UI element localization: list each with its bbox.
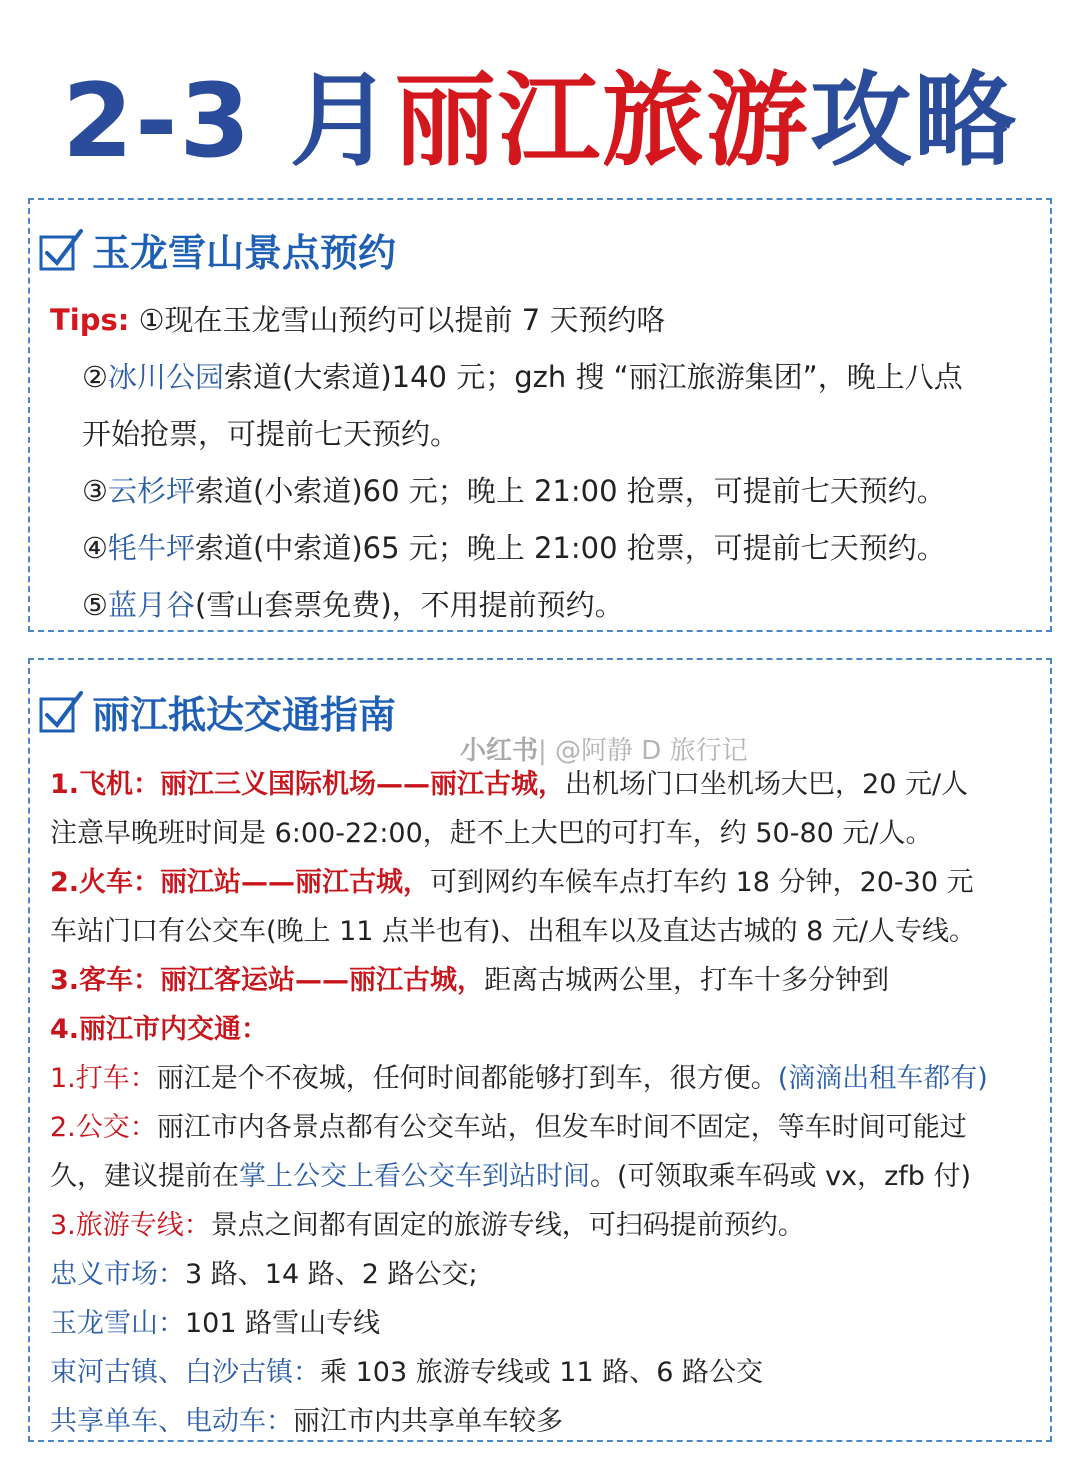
transport-row-plane-note: 注意早晚班时间是 6:00-22:00，赶不上大巴的可打车，约 50-80 元/人。	[50, 818, 933, 849]
tips-line-6	[82, 583, 624, 624]
tips-label: Tips:	[50, 303, 130, 337]
route-label: 忠义市场：	[50, 1259, 185, 1290]
item-text: (雪山套票免费)，不用提前预约。	[195, 588, 624, 622]
item-number: ⑤	[82, 588, 108, 622]
transport-row-public-bus-cont	[50, 1154, 971, 1193]
title-part-date: 2-3 月	[62, 62, 394, 181]
title-part-guide: 攻略	[809, 62, 1018, 181]
tips-line-3: 开始抢票，可提前七天预约。	[82, 417, 460, 451]
transport-row-public-bus	[50, 1105, 967, 1144]
route-label: 束河古镇、白沙古镇：	[50, 1357, 320, 1388]
highlight-maoniuping: 牦牛坪	[108, 531, 196, 565]
taxi-text: 丽江是个不夜城，任何时间都能够打到车，很方便。	[156, 1063, 778, 1094]
watermark-user: | @阿静 D 旅行记	[538, 736, 748, 766]
title-part-city: 丽江旅游	[393, 62, 810, 181]
item-number: ③	[82, 474, 108, 508]
item-text: 索道(大索道)140 元；gzh 搜 “丽江旅游集团”，晚上八点	[224, 360, 963, 394]
item-number: ②	[82, 360, 108, 394]
route-label: 玉龙雪山：	[50, 1308, 185, 1339]
route-text: 3 路、14 路、2 路公交;	[185, 1259, 478, 1290]
transport-row-plane	[50, 762, 968, 801]
section-yulong-reservation	[28, 198, 1052, 632]
tips-line-1	[50, 298, 665, 339]
transport-row-tour-line	[50, 1203, 805, 1242]
route-text: 乘 103 旅游专线或 11 路、6 路公交	[320, 1357, 763, 1388]
route-shuhe-baisha	[50, 1350, 763, 1389]
item-text: 索道(中索道)65 元；晚上 21:00 抢票，可提前七天预约。	[195, 531, 946, 565]
route-zhongyi-market	[50, 1252, 478, 1291]
bus-label: 2.公交：	[50, 1112, 157, 1143]
section1-heading	[38, 222, 396, 277]
tips-line-2	[82, 355, 963, 396]
transport-row-city-heading	[50, 1007, 268, 1046]
section1-heading-text: 玉龙雪山景点预约	[92, 231, 397, 275]
highlight-yunshanping: 云杉坪	[108, 474, 196, 508]
taxi-highlight: (滴滴出租车都有)	[777, 1063, 988, 1094]
transport-row-train	[50, 860, 974, 899]
tips-line-5	[82, 526, 946, 567]
transport-row-taxi	[50, 1056, 988, 1095]
bus-text: 丽江市内各景点都有公交车站，但发车时间不固定，等车时间可能过	[156, 1112, 967, 1143]
section2-heading	[38, 684, 396, 739]
taxi-label: 1.打车：	[50, 1063, 157, 1094]
coach-text: 距离古城两公里，打车十多分钟到	[484, 965, 890, 996]
route-shared-bikes	[50, 1399, 563, 1438]
bus-payment-text: 。(可领取乘车码或 vx，zfb 付)	[590, 1161, 972, 1192]
plane-text: 出机场门口坐机场大巴，20 元/人	[565, 769, 969, 800]
section2-heading-text: 丽江抵达交通指南	[92, 693, 397, 737]
route-yulong-snow-mountain	[50, 1301, 380, 1340]
page-title	[0, 62, 1080, 182]
transport-row-train-note: 车站门口有公交车(晚上 11 点半也有)、出租车以及直达古城的 8 元/人专线。	[50, 916, 977, 947]
watermark	[460, 730, 748, 767]
route-text: 丽江市内共享单车较多	[293, 1406, 563, 1437]
section-transport-guide	[28, 658, 1052, 1442]
transport-row-bus-station	[50, 958, 889, 997]
watermark-brand: 小红书	[460, 736, 539, 766]
checkbox-icon	[38, 227, 84, 273]
coach-label: 3.客车：丽江客运站——丽江古城，	[50, 965, 485, 996]
highlight-blue-moon-valley: 蓝月谷	[108, 588, 196, 622]
route-text: 101 路雪山专线	[185, 1308, 381, 1339]
item-text: 索道(小索道)60 元；晚上 21:00 抢票，可提前七天预约。	[195, 474, 946, 508]
tips-text-1: ①现在玉龙雪山预约可以提前 7 天预约咯	[138, 303, 666, 337]
bus-text-cont: 久，建议提前在	[50, 1161, 239, 1192]
plane-label: 1.飞机：丽江三义国际机场——丽江古城，	[50, 769, 566, 800]
highlight-glacier-park: 冰川公园	[108, 360, 225, 394]
route-label: 共享单车、电动车：	[50, 1406, 293, 1437]
tour-line-label: 3.旅游专线：	[50, 1210, 211, 1241]
train-text: 可到网约车候车点打车约 18 分钟，20-30 元	[430, 867, 974, 898]
tips-line-4	[82, 469, 946, 510]
train-label: 2.火车：丽江站——丽江古城，	[50, 867, 431, 898]
tour-line-text: 景点之间都有固定的旅游专线，可扫码提前预约。	[210, 1210, 805, 1241]
item-number: ④	[82, 531, 108, 565]
bus-app-highlight: 掌上公交上看公交车到站时间	[239, 1161, 590, 1192]
city-transport-label: 4.丽江市内交通：	[50, 1014, 269, 1045]
checkbox-icon	[38, 689, 84, 735]
